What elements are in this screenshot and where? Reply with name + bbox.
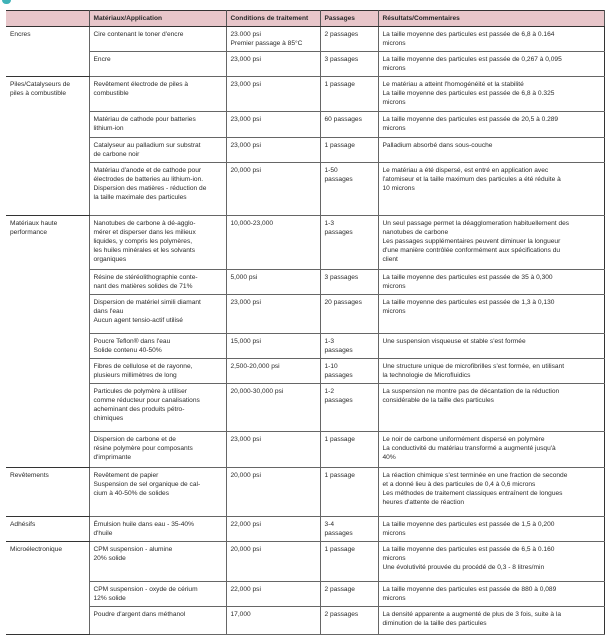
conditions-cell: 23,000 psi — [226, 112, 320, 138]
header-passages: Passages — [320, 11, 378, 27]
conditions-cell: 20,000 psi — [226, 468, 320, 517]
passages-cell: 1 passage — [320, 77, 378, 112]
passages-cell: 1-50 passages — [320, 163, 378, 216]
conditions-cell: 23,000 psi — [226, 52, 320, 77]
passages-cell: 3 passages — [320, 270, 378, 295]
material-cell: Matériau d'anode et de cathode pour électrodes de batteries au lithium-ion. Dispersion des matières - réduction de la taille maximale des particules — [89, 163, 226, 216]
table-row — [6, 468, 604, 517]
material-cell: Particules de polymère à utiliser comme réducteur pour canalisations acheminant des produits pétro- chimiques — [89, 384, 226, 432]
conditions-cell: 23,000 psi — [226, 138, 320, 163]
conditions-cell: 23,000 psi — [226, 432, 320, 468]
corner-tab-mark — [2, 0, 11, 4]
conditions-cell: 15,000 psi — [226, 334, 320, 359]
table-row — [6, 27, 604, 52]
header-category — [6, 11, 89, 27]
conditions-cell: 2,500-20,000 psi — [226, 359, 320, 384]
results-cell: Le matériau a été dispersé, est entré en application avec l'atomiseur et la taille maximum des particules a été réduite à 10 microns — [378, 163, 604, 216]
passages-cell: 1 passage — [320, 432, 378, 468]
passages-cell: 2 passages — [320, 607, 378, 635]
material-cell: Fibres de cellulose et de rayonne, plusieurs millimètres de long — [89, 359, 226, 384]
passages-cell: 1-3 passages — [320, 334, 378, 359]
material-cell: Émulsion huile dans eau - 35-40% d'huile — [89, 517, 226, 542]
category-cell: Revêtements — [6, 468, 89, 517]
table-row — [6, 216, 604, 270]
material-cell: Cire contenant le toner d'encre — [89, 27, 226, 52]
passages-cell: 1 passage — [320, 468, 378, 517]
table-row — [6, 517, 604, 542]
results-cell: La taille moyenne des particules est passée de 1,5 à 0,200 microns — [378, 517, 604, 542]
passages-cell: 2 passages — [320, 27, 378, 52]
header-row — [6, 11, 604, 27]
category-cell: Microélectronique — [6, 542, 89, 635]
header-results: Résultats/Commentaires — [378, 11, 604, 27]
results-cell: Le matériau a atteint l'homogénéité et la stabilité La taille moyenne des particules est passée de 6,8 à 0.325 microns — [378, 77, 604, 112]
table-row — [6, 163, 604, 216]
passages-cell: 60 passages — [320, 112, 378, 138]
table-row — [6, 359, 604, 384]
table-body — [6, 27, 604, 635]
category-cell: Matériaux haute performance — [6, 216, 89, 468]
conditions-cell: 23,000 psi — [226, 295, 320, 334]
results-cell: La taille moyenne des particules est passée de 6,5 à 0.160 microns Une évolutivité prouvée du procédé de 0,3 - 8 litres/min — [378, 542, 604, 582]
conditions-cell: 20,000 psi — [226, 542, 320, 582]
material-cell: CPM suspension - alumine 20% solide — [89, 542, 226, 582]
passages-cell: 2 passage — [320, 582, 378, 607]
results-cell: La taille moyenne des particules est passée de 880 à 0,089 microns — [378, 582, 604, 607]
conditions-cell: 23,000 psi — [226, 77, 320, 112]
header-conditions: Conditions de traitement — [226, 11, 320, 27]
category-cell: Encres — [6, 27, 89, 77]
conditions-cell: 10,000-23,000 — [226, 216, 320, 270]
material-cell: Poudre d'argent dans méthanol — [89, 607, 226, 635]
results-cell: La taille moyenne des particules est passée de 0,267 à 0,095 microns — [378, 52, 604, 77]
conditions-cell: 17,000 — [226, 607, 320, 635]
results-cell: La taille moyenne des particules est passée de 1,3 à 0,130 microns — [378, 295, 604, 334]
passages-cell: 3-4 passages — [320, 517, 378, 542]
passages-cell: 1 passage — [320, 138, 378, 163]
table-row — [6, 295, 604, 334]
results-cell: La taille moyenne des particules est passée de 35 à 0,300 microns — [378, 270, 604, 295]
results-cell: Le noir de carbone uniformément dispersé en polymère La conductivité du matériau transformé a augmenté jusqu'à 40% — [378, 432, 604, 468]
passages-cell: 1-2 passages — [320, 384, 378, 432]
conditions-cell: 23.000 psi Premier passage à 85°C — [226, 27, 320, 52]
table-row — [6, 607, 604, 635]
passages-cell: 20 passages — [320, 295, 378, 334]
passages-cell: 1-10 passages — [320, 359, 378, 384]
results-cell: La réaction chimique s'est terminée en une fraction de seconde et a donné lieu à des particules de 0,4 à 0,6 microns Les méthodes de traitement classiques entraînent de longues heures d'attente de réaction — [378, 468, 604, 517]
table-row — [6, 432, 604, 468]
results-cell: Une suspension visqueuse et stable s'est formée — [378, 334, 604, 359]
material-cell: Catalyseur au palladium sur substrat de carbone noir — [89, 138, 226, 163]
results-cell: La densité apparente a augmenté de plus de 3 fois, suite à la diminution de la taille des particules — [378, 607, 604, 635]
material-cell: Revêtement de papier Suspension de sel organique de cal- cium à 40-50% de solides — [89, 468, 226, 517]
passages-cell: 1 passage — [320, 542, 378, 582]
table-row — [6, 582, 604, 607]
table-row — [6, 52, 604, 77]
results-cell: Une structure unique de microfibrilles s'est formée, en utilisant la technologie de Microfluidics — [378, 359, 604, 384]
material-cell: Revêtement électrode de piles à combustible — [89, 77, 226, 112]
conditions-cell: 5,000 psi — [226, 270, 320, 295]
passages-cell: 3 passages — [320, 52, 378, 77]
processing-results-table — [6, 10, 605, 635]
results-cell: La suspension ne montre pas de décantation de la réduction considérable de la taille des particules — [378, 384, 604, 432]
conditions-cell: 20,000-30,000 psi — [226, 384, 320, 432]
category-cell: Adhésifs — [6, 517, 89, 542]
conditions-cell: 22,000 psi — [226, 582, 320, 607]
table-row — [6, 542, 604, 582]
category-cell: Piles/Catalyseurs de piles à combustible — [6, 77, 89, 216]
results-cell: Un seul passage permet la déagglomeration habituellement des nanotubes de carbone Les passages supplémentaires peuvent diminuer la longueur d'une manière contrôlée conformément aux spécifications du client — [378, 216, 604, 270]
conditions-cell: 22,000 psi — [226, 517, 320, 542]
table-row — [6, 138, 604, 163]
results-cell: Palladium absorbé dans sous-couche — [378, 138, 604, 163]
table-row — [6, 270, 604, 295]
table-row — [6, 334, 604, 359]
table-row — [6, 77, 604, 112]
material-cell: Poucre Teflon® dans l'eau Solide contenu 40-50% — [89, 334, 226, 359]
material-cell: CPM suspension - oxyde de cérium 12% solide — [89, 582, 226, 607]
table-row — [6, 112, 604, 138]
header-material: Matériaux/Application — [89, 11, 226, 27]
results-cell: La taille moyenne des particules est passée de 6,8 à 0.164 microns — [378, 27, 604, 52]
material-cell: Dispersion de matériel simili diamant dans l'eau Aucun agent tensio-actif utilisé — [89, 295, 226, 334]
passages-cell: 1-3 passages — [320, 216, 378, 270]
conditions-cell: 20,000 psi — [226, 163, 320, 216]
table-row — [6, 384, 604, 432]
material-cell: Matériau de cathode pour batteries lithium-ion — [89, 112, 226, 138]
material-cell: Résine de stéréolithographie conte- nant des matières solides de 71% — [89, 270, 226, 295]
material-cell: Nanotubes de carbone à dé-agglo- mérer et disperser dans les milieux liquides, y compris les polymères, les huiles minérales et les solvants organiques — [89, 216, 226, 270]
material-cell: Dispersion de carbone et de résine polymère pour composants d'imprimante — [89, 432, 226, 468]
results-cell: La taille moyenne des particules est passée de 20,5 à 0.289 microns — [378, 112, 604, 138]
material-cell: Encre — [89, 52, 226, 77]
